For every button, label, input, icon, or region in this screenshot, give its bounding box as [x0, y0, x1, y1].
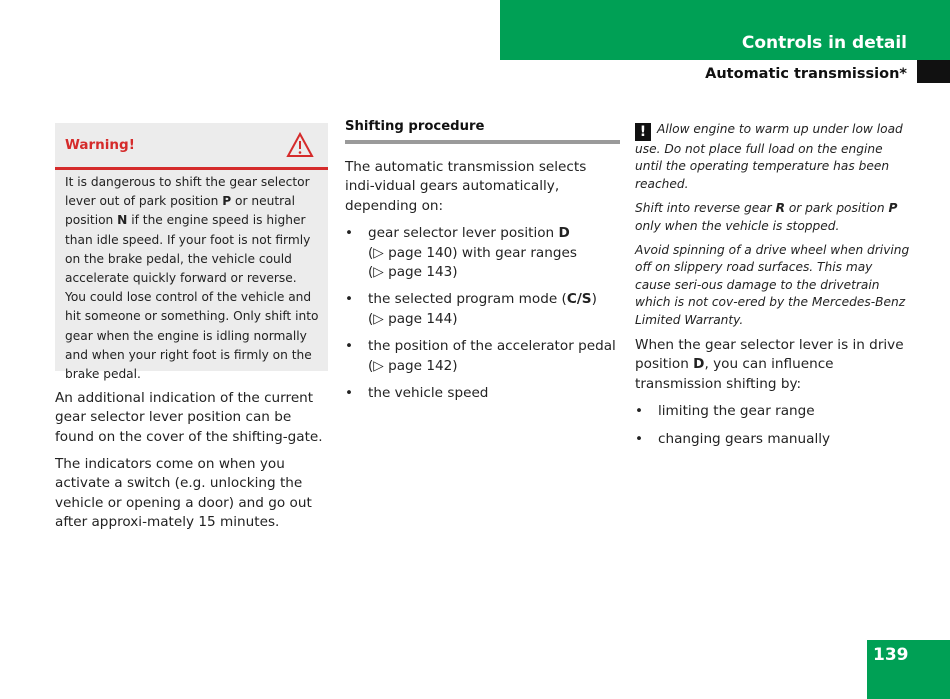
paragraph: The automatic transmission selects indi-vidual gears automatically, depending on:	[345, 159, 587, 214]
column-2	[345, 119, 620, 411]
bullet-list	[635, 402, 910, 449]
warning-text: It is dangerous to shift the gear selector lever out of park position P or neutral position N if the engine speed is higher than idle speed. If your foot is not firmly on the brake pedal, the vehicle could accelerate quickly forward or reverse. You could lose control of the vehicle and hit someone or something. Only shift into gear when the engine is idling normally and when your right foot is firmly on the brake pedal.	[65, 175, 319, 382]
list-item: • limiting the gear range	[635, 402, 910, 421]
subsection-title: Automatic transmission*	[705, 66, 907, 82]
paragraph: An additional indication of the current gear selector lever position can be found on the cover of the shifting-gate.	[55, 390, 323, 445]
heading-rule	[345, 140, 620, 144]
list-item: • gear selector lever position D (▷ page 140) with gear ranges (▷ page 143)	[345, 224, 620, 282]
list-item: • the vehicle speed	[345, 384, 620, 403]
section-heading: Shifting procedure	[345, 119, 485, 134]
list-item: • the position of the accelerator pedal (▷ page 142)	[345, 337, 620, 376]
warning-triangle-icon	[286, 132, 314, 158]
section-title: Controls in detail	[741, 33, 907, 53]
warning-title: Warning!	[65, 137, 135, 153]
page-number: 139	[873, 645, 909, 665]
list-item: • the selected program mode (C/S) (▷ page 144)	[345, 290, 620, 329]
warning-divider	[55, 167, 328, 170]
exclamation-icon: !	[635, 123, 651, 141]
warning-box	[55, 123, 328, 382]
note: Avoid spinning of a drive wheel when driving off on slippery road surfaces. This may cause seri-ous damage to the drivetrain which is not cov-ered by the Mercedes-Benz Limited Warranty.	[635, 243, 910, 327]
paragraph: The indicators come on when you activate a switch (e.g. unlocking the vehicle or opening a door) and go out after approxi-mately 15 minutes.	[55, 455, 312, 530]
section-marker	[917, 60, 950, 83]
column-3	[635, 121, 910, 457]
note: ! Allow engine to warm up under low load use. Do not place full load on the engine until the operating temperature has been reached.	[635, 122, 903, 191]
bullet-list	[345, 224, 620, 403]
column-1-text	[55, 389, 330, 540]
list-item: • changing gears manually	[635, 430, 910, 449]
note: Shift into reverse gear R or park position P only when the vehicle is stopped.	[635, 201, 898, 233]
paragraph: When the gear selector lever is in drive position D, you can influence transmission shifting by:	[635, 337, 904, 392]
